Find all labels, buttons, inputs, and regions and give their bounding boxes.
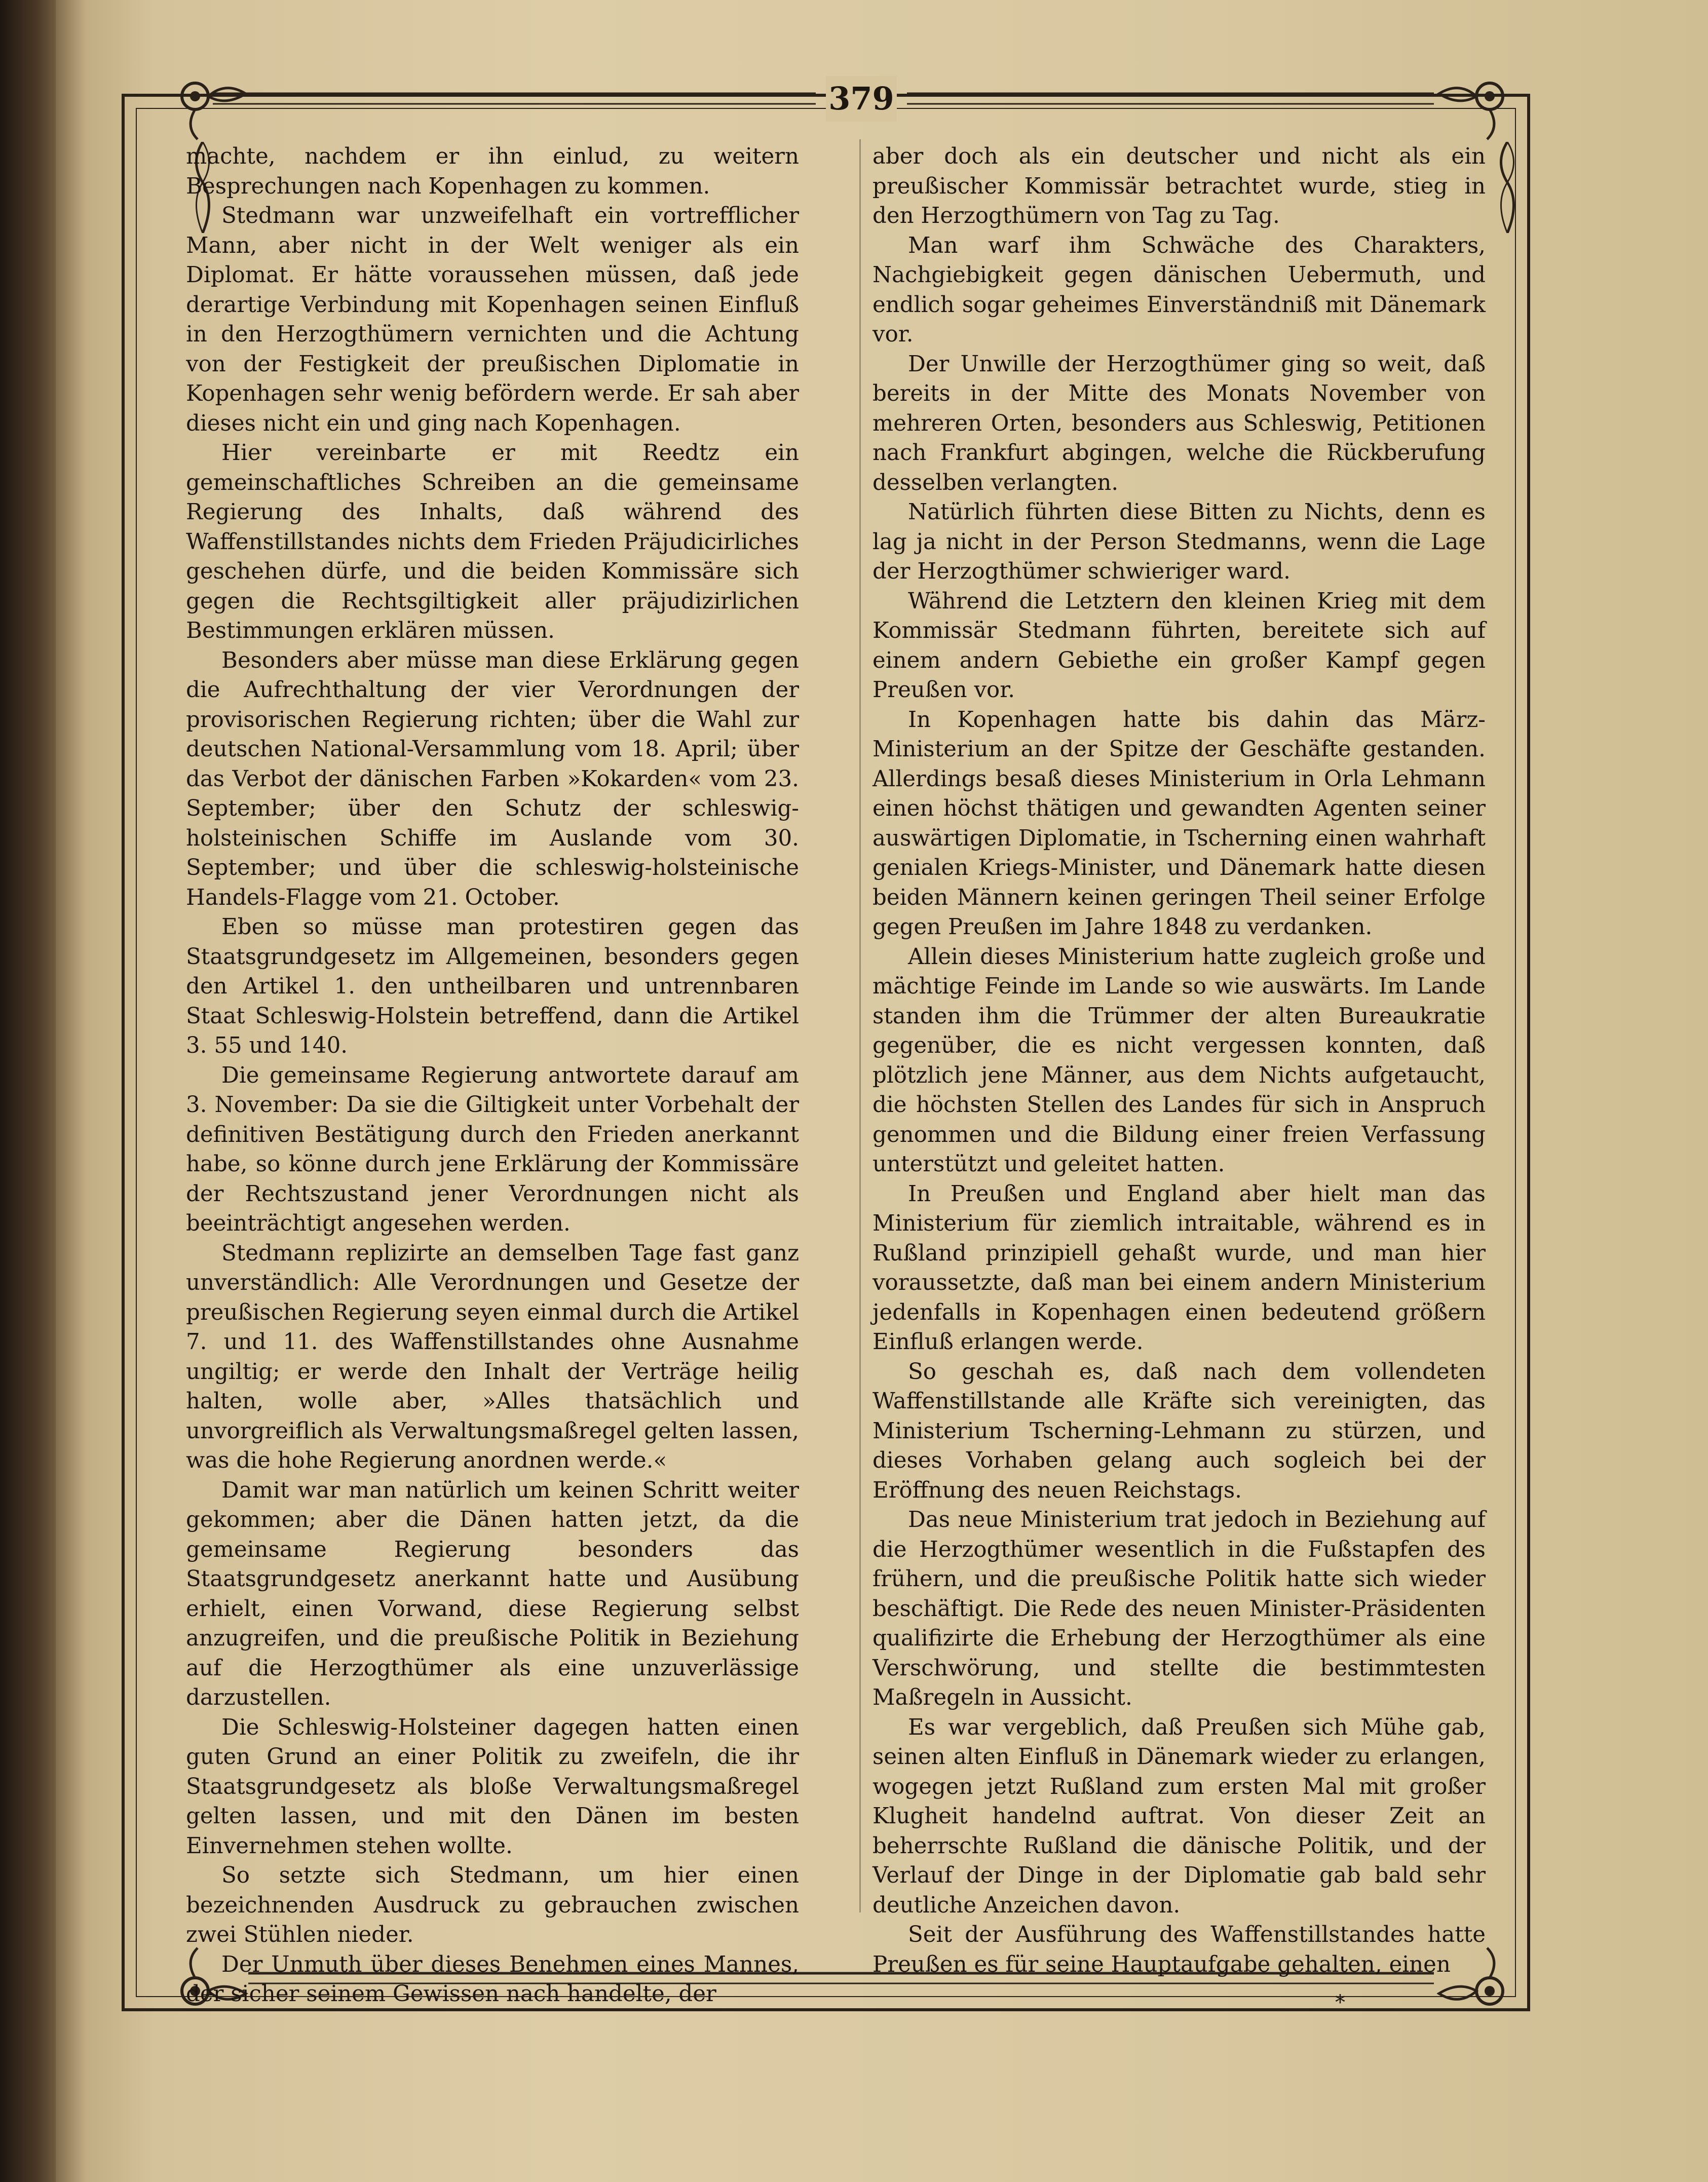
paragraph: Besonders aber müsse man diese Erklärung gegen die Aufrechthaltung der vier Verordnungen der provisorischen Regierung richten; über die Wahl zur deutschen National-Versammlung vom 18. April; über das Verbot der dänischen Farben »Kokarden« vom 23. September; über den Schutz der schleswig-holsteinischen Schiffe im Auslande vom 30. September; und über die schleswig-holsteinische Handels-Flagge vom 21. October. — [186, 647, 799, 910]
paragraph: Stedmann replizirte an demselben Tage fast ganz unverständlich: Alle Verordnungen und Gesetze der preußischen Regierung seyen einmal durch die Artikel 7. und 11. des Waffenstillstandes ohne Ausnahme ungiltig; er werde den Inhalt der Verträge heilig halten, wolle aber, »Alles thatsächlich und unvorgreiflich als Verwaltungsmaßregel gelten lassen, was die hohe Regierung anordnen werde.« — [186, 1240, 799, 1473]
paragraph: In Kopenhagen hatte bis dahin das März-Ministerium an der Spitze der Geschäfte gestanden. Allerdings besaß dieses Ministerium in Orla Lehmann einen höchst thätigen und gewandten Agenten seiner auswärtigen Diplomatie, in Tscherning einen wahrhaft genialen Kriegs-Minister, und Dänemark hatte diesen beiden Männern keinen geringen Theil seiner Erfolge gegen Preußen im Jahre 1848 zu verdanken. — [872, 707, 1486, 940]
top-ornament-rule-right — [907, 81, 1434, 117]
paragraph: Man warf ihm Schwäche des Charakters, Nachgiebigkeit gegen dänischen Uebermuth, und endlich sogar geheimes Einverständniß mit Dänemark vor. — [872, 233, 1486, 347]
paragraph: Während die Letztern den kleinen Krieg mit dem Kommissär Stedmann führten, bereitete sich auf einem andern Gebiethe ein großer Kampf gegen Preußen vor. — [872, 588, 1486, 703]
signature-mark: * — [1335, 1991, 1345, 2014]
left-text-column — [186, 142, 799, 2007]
paragraph: Hier vereinbarte er mit Reedtz ein gemeinschaftliches Schreiben an die gemeinsame Regierung des Inhalts, daß während des Waffenstillstandes nichts dem Frieden Präjudicirliches geschehen dürfe, und die beiden Kommissäre sich gegen die Rechtsgiltigkeit aller präjudizirlichen Bestimmungen erklären müssen. — [186, 440, 799, 643]
paragraph: So geschah es, daß nach dem vollendeten Waffenstillstande alle Kräfte sich vereinigten, das Ministerium Tscherning-Lehmann zu stürzen, und dieses Vorhaben gelang auch sogleich bei der Eröffnung des neuen Reichstags. — [872, 1359, 1486, 1503]
paragraph: Das neue Ministerium trat jedoch in Beziehung auf die Herzogthümer wesentlich in die Fußstapfen des frühern, und die preußische Politik hatte sich wieder beschäftigt. Die Rede des neuen Minister-Präsidenten qualifizirte die Erhebung der Herzogthümer als eine Verschwörung, und stellte die bestimmtesten Maßregeln in Aussicht. — [872, 1507, 1486, 1710]
paragraph: Seit der Ausführung des Waffenstillstandes hatte Preußen es für seine Hauptaufgabe gehalten, einen — [872, 1922, 1486, 1977]
paragraph: Eben so müsse man protestiren gegen das Staatsgrundgesetz im Allgemeinen, besonders gegen den Artikel 1. den untheilbaren und untrennbaren Staat Schleswig-Holstein betreffend, dann die Artikel 3. 55 und 140. — [186, 914, 799, 1058]
paragraph: Allein dieses Ministerium hatte zugleich große und mächtige Feinde im Lande so wie auswärts. Im Lande standen ihm die Trümmer der alten Bureaukratie gegenüber, die es nicht vergessen konnten, daß plötzlich jene Männer, aus dem Nichts aufgetaucht, die höchsten Stellen des Landes für sich in Anspruch genommen und die Bildung einer freien Verfassung unterstützt und geleitet hatten. — [872, 944, 1486, 1177]
right-text-column — [872, 142, 1486, 1977]
paragraph: In Preußen und England aber hielt man das Ministerium für ziemlich intraitable, während es in Rußland prinzipiell gehaßt wurde, und man hier voraussetzte, daß man bei einem andern Ministerium jedenfalls in Kopenhagen einen bedeutend größern Einfluß erlangen werde. — [872, 1181, 1486, 1355]
paragraph: Die Schleswig-Holsteiner dagegen hatten einen guten Grund an einer Politik zu zweifeln, die ihr Staatsgrundgesetz als bloße Verwaltungsmaßregel gelten lassen, und mit den Dänen im besten Einvernehmen stehen wollte. — [186, 1714, 799, 1859]
corner-ornament-top-left — [175, 66, 251, 142]
paragraph: Damit war man natürlich um keinen Schritt weiter gekommen; aber die Dänen hatten jetzt, da die gemeinsame Regierung besonders das Staatsgrundgesetz anerkannt hatte und Ausübung erhielt, einen Vorwand, diese Regierung selbst anzugreifen, und die preußische Politik in Beziehung auf die Herzogthümer als eine unzuverlässige darzustellen. — [186, 1477, 799, 1710]
page-number: 379 — [826, 76, 897, 122]
paragraph: Es war vergeblich, daß Preußen sich Mühe gab, seinen alten Einfluß in Dänemark wieder zu erlangen, wogegen jetzt Rußland zum ersten Mal mit großer Klugheit handelnd auftrat. Von dieser Zeit an beherrschte Rußland die dänische Politik, und der Verlauf der Dinge in der Diplomatie gab bald sehr deutliche Anzeichen davon. — [872, 1714, 1486, 1918]
column-divider — [859, 139, 861, 1912]
paragraph: Der Unwille der Herzogthümer ging so weit, daß bereits in der Mitte des Monats November von mehreren Orten, besonders aus Schleswig, Petitionen nach Frankfurt abgingen, welche die Rückberufung desselben verlangten. — [872, 351, 1486, 495]
paragraph: So setzte sich Stedmann, um hier einen bezeichnenden Ausdruck zu gebrauchen zwischen zwei Stühlen nieder. — [186, 1863, 799, 1947]
corner-ornament-top-right — [1434, 66, 1510, 142]
paragraph: Die gemeinsame Regierung antwortete darauf am 3. November: Da sie die Giltigkeit unter Vorbehalt der definitiven Bestätigung durch den Frieden anerkannt habe, so könne durch jene Erklärung der Kommissäre der Rechtszustand jener Verordnungen nicht als beeinträchtigt angesehen werden. — [186, 1062, 799, 1236]
right-side-ornament — [1492, 142, 1523, 233]
gutter-shadow — [56, 0, 86, 2182]
paragraph: machte, nachdem er ihn einlud, zu weitern Besprechungen nach Kopenhagen zu kommen. — [186, 144, 799, 199]
paragraph: Der Unmuth über dieses Benehmen eines Mannes, der sicher seinem Gewissen nach handelte, der — [186, 1951, 799, 2007]
paragraph: Natürlich führten diese Bitten zu Nichts, denn es lag ja nicht in der Person Stedmanns, wenn die Lage der Herzogthümer schwieriger ward. — [872, 500, 1486, 584]
paragraph: Stedmann war unzweifelhaft ein vortrefflicher Mann, aber nicht in der Welt weniger als ein Diplomat. Er hätte voraussehen müssen, daß jede derartige Verbindung mit Kopenhagen seinen Einfluß in den Herzogthümern vernichten und die Achtung von der Festigkeit der preußischen Diplomatie in Kopenhagen sehr wenig befördern werde. Er sah aber dieses nicht ein und ging nach Kopenhagen. — [186, 203, 799, 436]
top-ornament-rule-left — [213, 81, 816, 117]
book-spine — [0, 0, 61, 2182]
paragraph: aber doch als ein deutscher und nicht als ein preußischer Kommissär betrachtet wurde, stieg in den Herzogthümern von Tag zu Tag. — [872, 144, 1486, 228]
